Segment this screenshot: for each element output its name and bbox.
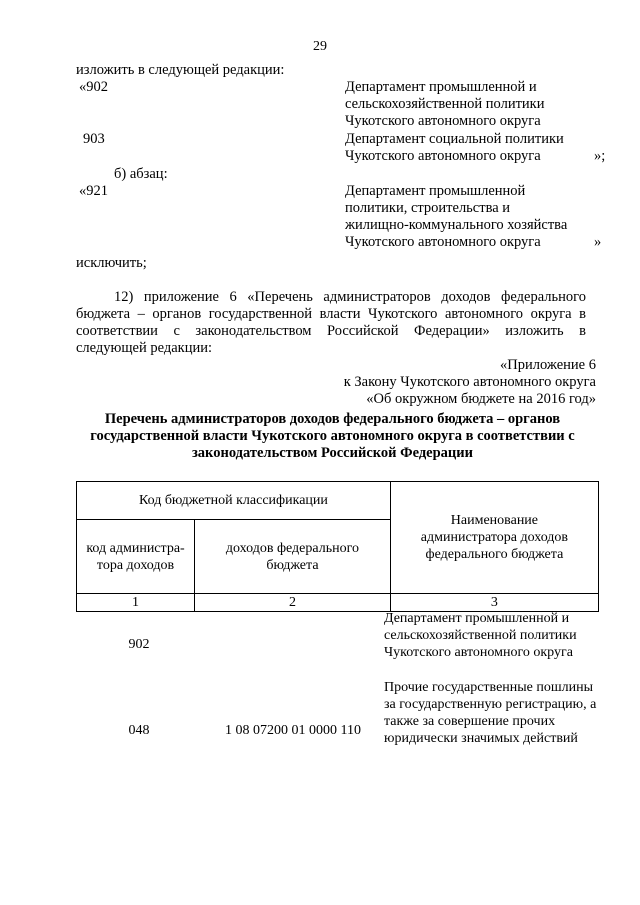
paragraph-line: 12) приложение 6 «Перечень администраторов доходов федерального xyxy=(114,289,586,305)
header-group-cell: Код бюджетной классификации xyxy=(77,482,391,520)
entry-name-line: Департамент промышленной xyxy=(345,183,526,199)
entry-name-line: Чукотского автономного округа xyxy=(345,113,541,129)
heading-line: Перечень администраторов доходов федерального бюджета – органов xyxy=(104,411,561,427)
admin-name-cell: Прочие государственные пошлины за государственную регистрацию, а также за совершение прочих юридически значимых действий xyxy=(384,680,597,746)
appendix-line: к Закону Чукотского автономного округа xyxy=(343,374,596,390)
admin-name-cell: Департамент промышленной и сельскохозяйственной политики Чукотского автономного округа xyxy=(384,611,577,660)
admin-code-cell: 902 xyxy=(128,637,150,652)
entry-code-902: «902 xyxy=(79,79,108,95)
exclude-line: исключить; xyxy=(76,255,147,271)
paragraph-line: бюджета – органов государственной власти Чукотского автономного округа в xyxy=(76,306,586,322)
closing-quote-921: » xyxy=(594,234,602,250)
entry-name-line: Чукотского автономного округа xyxy=(345,148,541,164)
entry-name-921 xyxy=(345,183,605,251)
col-number-3: 3 xyxy=(390,594,598,612)
appendix-line: «Об окружном бюджете на 2016 год» xyxy=(366,391,596,407)
entry-name-line: Чукотского автономного округа xyxy=(345,234,541,250)
col3-header-cell: Наименование администратора доходов федерального бюджета xyxy=(390,482,598,594)
heading-line: государственной власти Чукотского автономного округа в соответствии с xyxy=(90,428,575,444)
col-number-2: 2 xyxy=(195,594,391,612)
entry-name-line: Департамент промышленной и xyxy=(345,79,537,95)
paragraph-line: соответствии с законодательством Российской Федерации» изложить в xyxy=(76,323,586,339)
entry-name-line: жилищно-коммунального хозяйства xyxy=(345,217,568,233)
paragraph-line: следующей редакции: xyxy=(76,340,213,356)
page-number: 29 xyxy=(313,39,327,54)
entry-name-903 xyxy=(345,131,605,165)
entry-name-line: политики, строительства и xyxy=(345,200,511,216)
table-heading xyxy=(76,411,589,462)
appendix-line: «Приложение 6 xyxy=(500,357,596,373)
heading-line: законодательством Российской Федерации xyxy=(191,445,473,461)
paragraph-12 xyxy=(76,289,586,357)
entry-name-line: сельскохозяйственной политики xyxy=(345,96,545,112)
entry-code-903: 903 xyxy=(83,131,105,147)
col1-header-cell: код администра-тора доходов xyxy=(77,520,195,594)
budget-classification-table xyxy=(76,481,599,612)
intro-line: изложить в следующей редакции: xyxy=(76,62,285,78)
entry-name-line: Департамент социальной политики xyxy=(345,131,564,147)
income-code-cell: 1 08 07200 01 0000 110 xyxy=(225,723,361,738)
entry-code-921: «921 xyxy=(79,183,108,199)
appendix-block xyxy=(344,357,596,408)
admin-code-cell: 048 xyxy=(128,723,150,738)
subpoint-b: б) абзац: xyxy=(114,166,168,182)
col-number-1: 1 xyxy=(77,594,195,612)
closing-quote-903: »; xyxy=(594,148,606,164)
col2-header-cell: доходов федерального бюджета xyxy=(195,520,391,594)
entry-name-902 xyxy=(345,79,605,130)
